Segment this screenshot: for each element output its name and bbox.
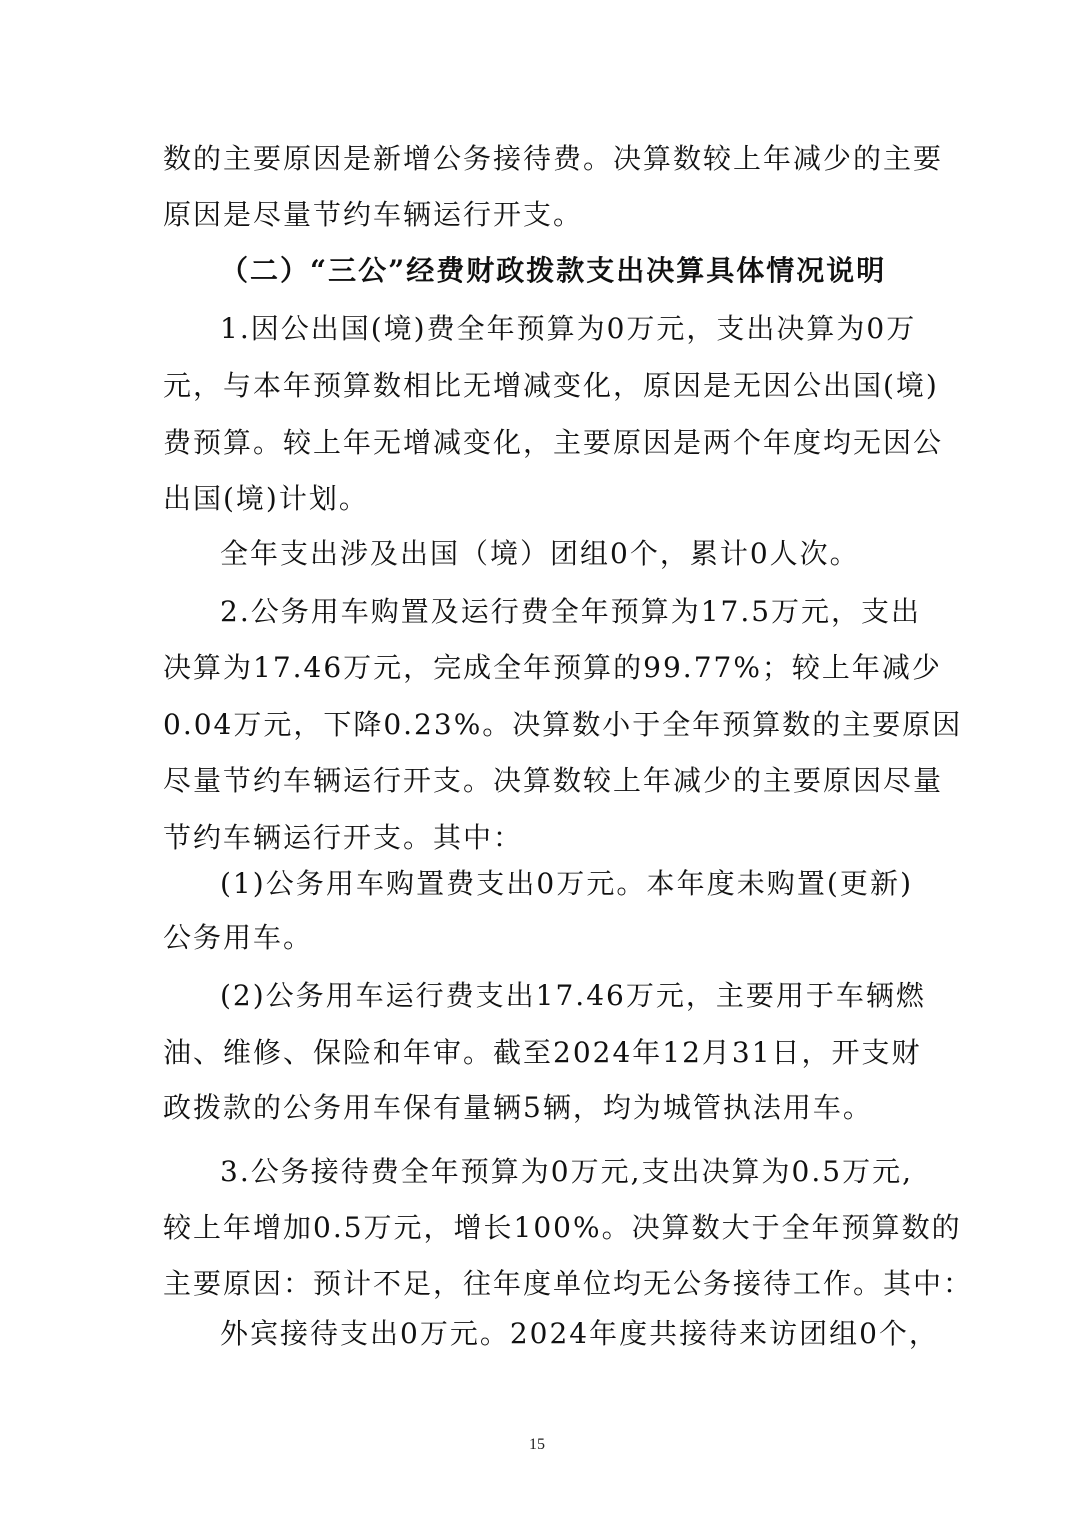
text-line-11: 0.04万元，下降0.23%。决算数小于全年预算数的主要原因 (163, 708, 963, 741)
text-line-9: 2.公务用车购置及运行费全年预算为17.5万元，支出 (220, 595, 922, 628)
text-line-10: 决算为17.46万元，完成全年预算的99.77%；较上年减少 (163, 651, 942, 684)
text-line-8: 全年支出涉及出国（境）团组0个，累计0人次。 (220, 537, 860, 570)
text-line-16: (2)公务用车运行费支出17.46万元，主要用于车辆燃 (220, 979, 926, 1012)
text-line-17: 油、维修、保险和年审。截至2024年12月31日，开支财 (163, 1036, 922, 1069)
page-number: 15 (529, 1436, 545, 1453)
text-line-22: 外宾接待支出0万元。2024年度共接待来访团组0个， (220, 1317, 939, 1350)
text-line-6: 费预算。较上年无增减变化，主要原因是两个年度均无因公 (163, 426, 944, 459)
text-line-5: 元，与本年预算数相比无增减变化，原因是无因公出国(境) (163, 369, 939, 402)
text-line-19: 3.公务接待费全年预算为0万元,支出决算为0.5万元, (220, 1155, 913, 1188)
text-line-14: (1)公务用车购置费支出0万元。本年度未购置(更新) (220, 867, 913, 900)
section-heading: （二）“三公”经费财政拨款支出决算具体情况说明 (220, 254, 887, 287)
text-line-15: 公务用车。 (163, 921, 314, 954)
text-line-2: 原因是尽量节约车辆运行开支。 (163, 198, 584, 231)
text-line-20: 较上年增加0.5万元，增长100%。决算数大于全年预算数的 (163, 1211, 962, 1244)
text-line-4: 1.因公出国(境)费全年预算为0万元，支出决算为0万 (220, 312, 917, 345)
text-line-21: 主要原因：预计不足，往年度单位均无公务接待工作。其中： (163, 1267, 974, 1300)
text-line-7: 出国(境)计划。 (163, 482, 369, 515)
text-line-18: 政拨款的公务用车保有量辆5辆，均为城管执法用车。 (163, 1091, 873, 1124)
text-line-12: 尽量节约车辆运行开支。决算数较上年减少的主要原因尽量 (163, 764, 944, 797)
text-line-13: 节约车辆运行开支。其中： (163, 821, 524, 854)
text-line-1: 数的主要原因是新增公务接待费。决算数较上年减少的主要 (163, 142, 944, 175)
